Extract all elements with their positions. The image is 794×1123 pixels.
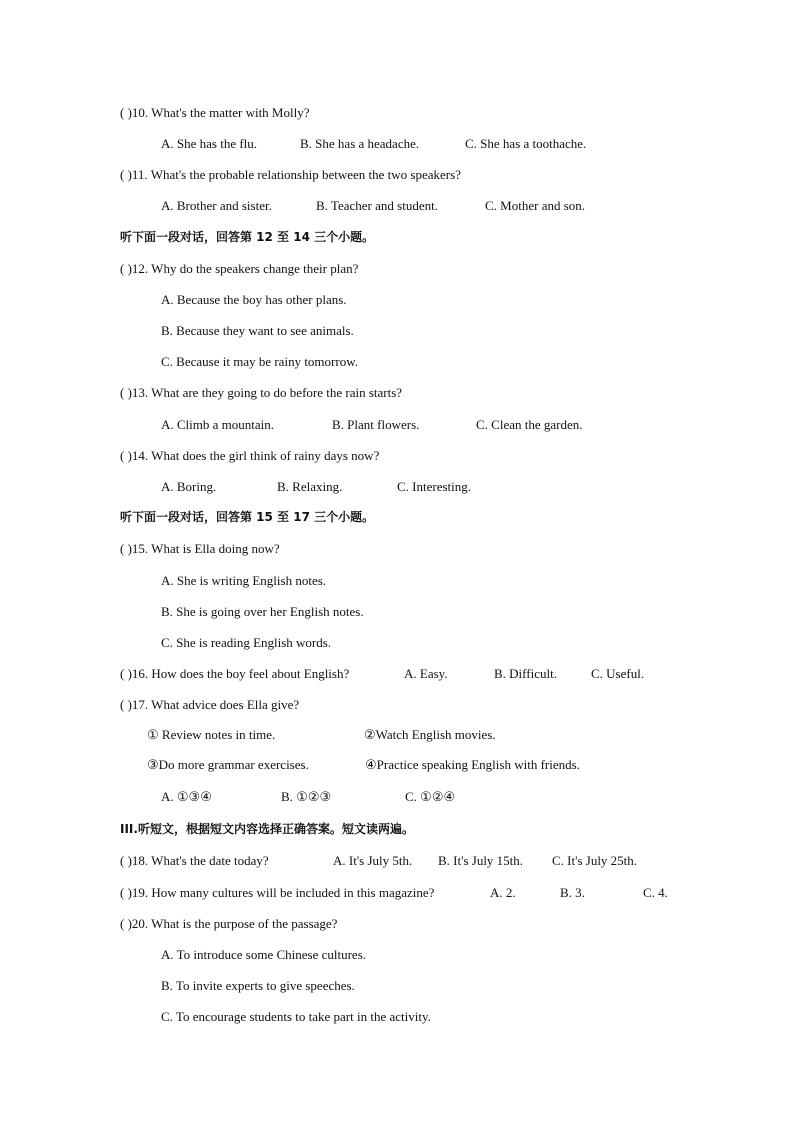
option-c: C. Interesting. bbox=[397, 479, 472, 494]
option-c: C. Because it may be rainy tomorrow. bbox=[161, 354, 358, 369]
option-b: B. Because they want to see animals. bbox=[161, 323, 354, 338]
question-20: ( )20. What is the purpose of the passage? bbox=[120, 916, 338, 931]
question-17: ( )17. What advice does Ella give? bbox=[120, 697, 300, 712]
option-a: A. Easy. bbox=[404, 666, 448, 681]
question-11: ( )11. What's the probable relationship between the two speakers? bbox=[120, 167, 461, 182]
option-c: C. She is reading English words. bbox=[161, 635, 332, 650]
question-10: ( )10. What's the matter with Molly? bbox=[120, 105, 310, 120]
question-12: ( )12. Why do the speakers change their plan? bbox=[120, 261, 359, 276]
option-a: A. ①③④ bbox=[161, 789, 212, 804]
option-c: C. She has a toothache. bbox=[465, 136, 587, 151]
option-c: C. Useful. bbox=[591, 666, 645, 681]
option-b: B. To invite experts to give speeches. bbox=[161, 978, 355, 993]
option-c: C. Mother and son. bbox=[485, 198, 586, 213]
option-a: A. She has the flu. bbox=[161, 136, 258, 151]
option-a: A. To introduce some Chinese cultures. bbox=[161, 947, 367, 962]
section-heading-3: III.听短文，根据短文内容选择正确答案。短文读两遍。 bbox=[120, 822, 414, 836]
option-a: A. Boring. bbox=[161, 479, 217, 494]
option-b: B. Plant flowers. bbox=[332, 417, 420, 432]
option-c: C. To encourage students to take part in the activity. bbox=[161, 1009, 431, 1024]
option-a: A. Brother and sister. bbox=[161, 198, 272, 213]
question-16: ( )16. How does the boy feel about English? bbox=[120, 666, 350, 681]
advice-item-3: ③Do more grammar exercises. bbox=[147, 757, 309, 772]
section-heading-2: 听下面一段对话，回答第 15 至 17 三个小题。 bbox=[120, 510, 375, 524]
option-b: B. Difficult. bbox=[494, 666, 557, 681]
option-b: B. 3. bbox=[560, 885, 585, 900]
option-b: B. It's July 15th. bbox=[438, 853, 524, 868]
option-a: A. 2. bbox=[490, 885, 516, 900]
question-14: ( )14. What does the girl think of rainy days now? bbox=[120, 448, 380, 463]
option-c: C. Clean the garden. bbox=[476, 417, 583, 432]
option-b: B. She has a headache. bbox=[300, 136, 420, 151]
advice-item-1: ① Review notes in time. bbox=[147, 727, 276, 742]
section-heading-1: 听下面一段对话，回答第 12 至 14 三个小题。 bbox=[120, 230, 375, 244]
advice-item-4: ④Practice speaking English with friends. bbox=[365, 757, 580, 772]
question-19: ( )19. How many cultures will be included in this magazine? bbox=[120, 885, 435, 900]
option-c: C. 4. bbox=[643, 885, 668, 900]
question-18: ( )18. What's the date today? bbox=[120, 853, 269, 868]
option-a: A. Climb a mountain. bbox=[161, 417, 275, 432]
advice-item-2: ②Watch English movies. bbox=[364, 727, 496, 742]
option-b: B. She is going over her English notes. bbox=[161, 604, 364, 619]
question-15: ( )15. What is Ella doing now? bbox=[120, 541, 280, 556]
option-b: B. ①②③ bbox=[281, 789, 332, 804]
question-13: ( )13. What are they going to do before the rain starts? bbox=[120, 385, 403, 400]
option-a: A. It's July 5th. bbox=[333, 853, 413, 868]
option-b: B. Teacher and student. bbox=[316, 198, 438, 213]
option-c: C. ①②④ bbox=[405, 789, 456, 804]
option-b: B. Relaxing. bbox=[277, 479, 343, 494]
option-c: C. It's July 25th. bbox=[552, 853, 638, 868]
option-a: A. Because the boy has other plans. bbox=[161, 292, 347, 307]
option-a: A. She is writing English notes. bbox=[161, 573, 327, 588]
